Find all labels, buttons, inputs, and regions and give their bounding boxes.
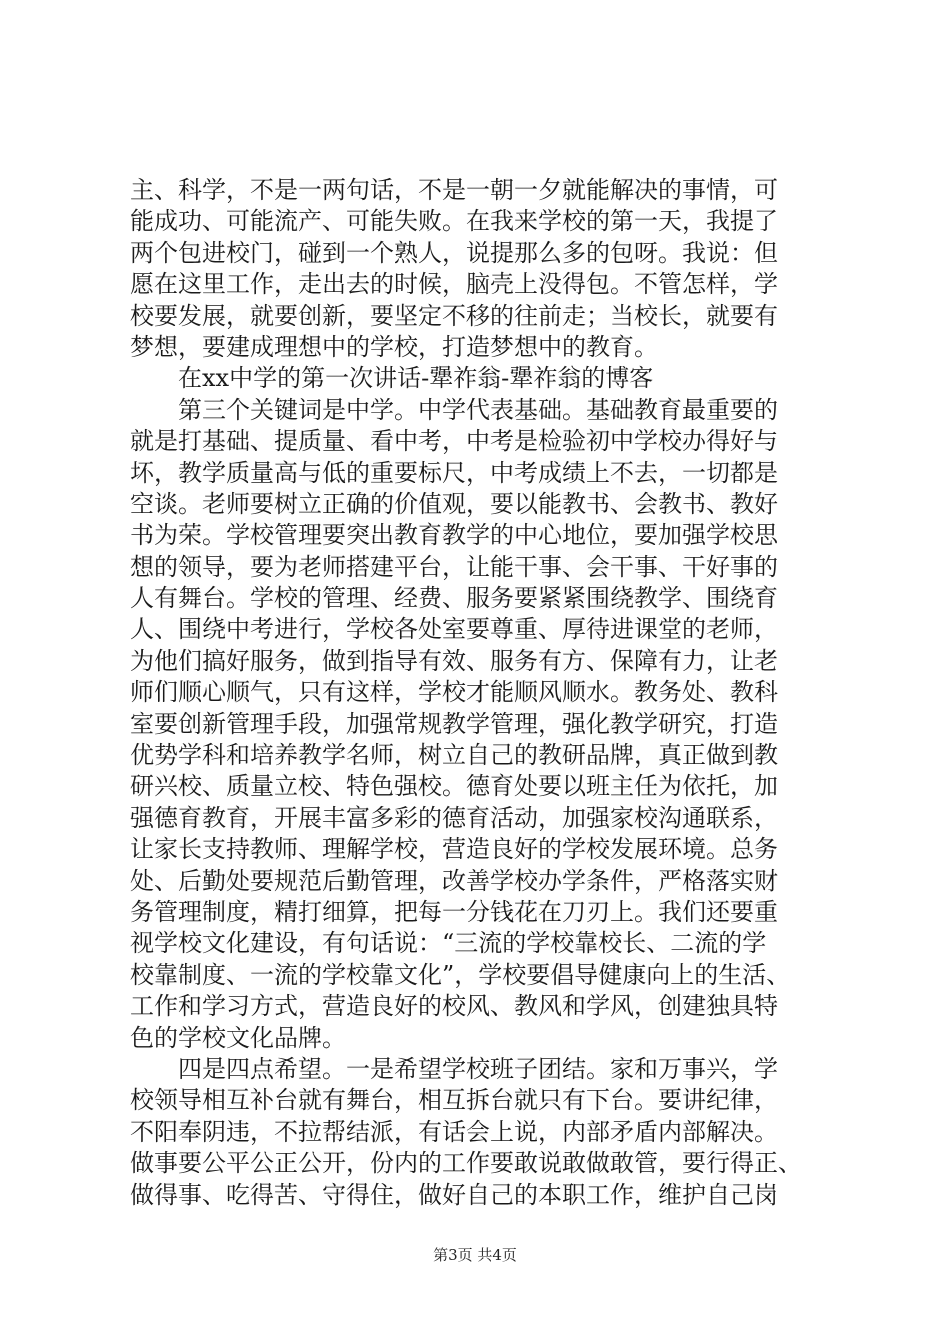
text-line: 想的领导，要为老师搭建平台，让能干事、会干事、干好事的 [130, 552, 778, 581]
text-line: 色的学校文化品牌。 [130, 1023, 346, 1052]
text-line: 四是四点希望。一是希望学校班子团结。家和万事兴，学 [130, 1054, 778, 1083]
text-line: 工作和学习方式，营造良好的校风、教风和学风，创建独具特 [130, 992, 778, 1021]
text-line: 人、围绕中考进行，学校各处室要尊重、厚待进课堂的老师， [130, 615, 778, 644]
text-line: 师们顺心顺气，只有这样，学校才能顺风顺水。教务处、教科 [130, 678, 778, 707]
text-line: 让家长支持教师、理解学校，营造良好的学校发展环境。总务 [130, 835, 778, 864]
text-line: 强德育教育，开展丰富多彩的德育活动，加强家校沟通联系， [130, 803, 778, 832]
text-line: 优势学科和培养教学名师，树立自己的教研品牌，真正做到教 [130, 741, 778, 770]
text-line: 处、后勤处要规范后勤管理，改善学校办学条件，严格落实财 [130, 866, 778, 895]
text-line: 校要发展，就要创新，要坚定不移的往前走；当校长，就要有 [130, 301, 778, 330]
text-line: 校靠制度、一流的学校靠文化”，学校要倡导健康向上的生活、 [130, 960, 791, 989]
text-line: 愿在这里工作，走出去的时候，脑壳上没得包。不管怎样，学 [130, 270, 778, 299]
text-line: 能成功、可能流产、可能失败。在我来学校的第一天，我提了 [130, 207, 778, 236]
text-line: 研兴校、质量立校、特色强校。德育处要以班主任为依托，加 [130, 772, 778, 801]
text-line: 空谈。老师要树立正确的价值观，要以能教书、会教书、教好 [130, 489, 778, 518]
text-line: 人有舞台。学校的管理、经费、服务要紧紧围绕教学、围绕育 [130, 584, 778, 613]
text-line: 室要创新管理手段，加强常规教学管理，强化教学研究，打造 [130, 709, 778, 738]
text-line: 两个包进校门，碰到一个熟人，说提那么多的包呀。我说：但 [130, 238, 778, 267]
text-line: 视学校文化建设，有句话说：“三流的学校靠校长、二流的学 [130, 929, 767, 958]
text-line: 务管理制度，精打细算，把每一分钱花在刀刃上。我们还要重 [130, 897, 778, 926]
text-line: 梦想，要建成理想中的学校，打造梦想中的教育。 [130, 332, 658, 361]
text-line: 为他们搞好服务，做到指导有效、服务有方、保障有力，让老 [130, 646, 778, 675]
text-line: 不阳奉阴违，不拉帮结派，有话会上说，内部矛盾内部解决。 [130, 1117, 778, 1146]
text-line: 坏，教学质量高与低的重要标尺，中考成绩上不去，一切都是 [130, 458, 778, 487]
text-line: 做得事、吃得苦、守得住，做好自己的本职工作，维护自己岗 [130, 1180, 778, 1209]
text-line: 第三个关键词是中学。中学代表基础。基础教育最重要的 [130, 395, 778, 424]
text-line: 主、科学，不是一两句话，不是一朝一夕就能解决的事情，可 [130, 176, 778, 204]
text-line: 在xx中学的第一次讲话-犟祚翁-犟祚翁的博客 [130, 364, 654, 393]
text-line: 就是打基础、提质量、看中考，中考是检验初中学校办得好与 [130, 427, 778, 456]
document-body [130, 175, 830, 1211]
text-line: 校领导相互补台就有舞台，相互拆台就只有下台。要讲纪律， [130, 1086, 778, 1115]
text-line: 做事要公平公正公开，份内的工作要敢说敢做敢管，要行得正、 [130, 1149, 802, 1178]
page-footer: 第3页 共4页 [433, 1246, 517, 1264]
text-line: 书为荣。学校管理要突出教育教学的中心地位，要加强学校思 [130, 521, 778, 550]
